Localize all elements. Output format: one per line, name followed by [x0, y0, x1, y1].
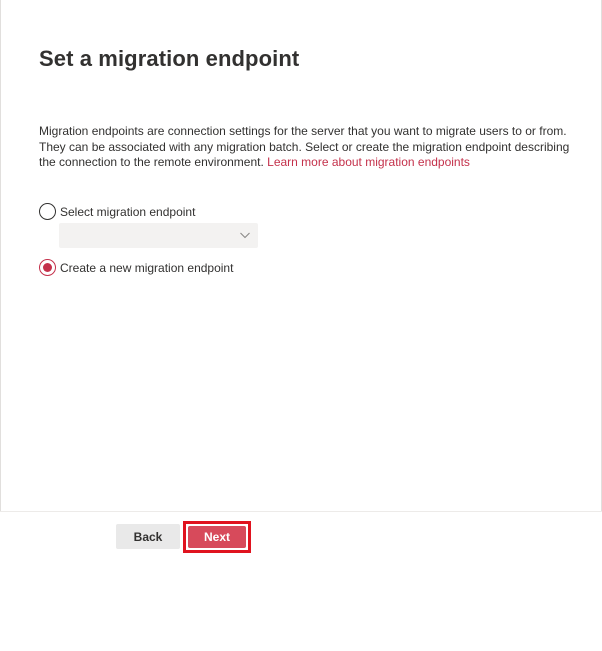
page-description: [39, 124, 587, 171]
create-endpoint-radio[interactable]: [39, 259, 56, 276]
select-endpoint-option[interactable]: [39, 203, 195, 220]
endpoint-dropdown[interactable]: [59, 223, 258, 248]
create-endpoint-label: Create a new migration endpoint: [60, 260, 234, 275]
select-endpoint-label: Select migration endpoint: [60, 204, 196, 219]
select-endpoint-radio[interactable]: [39, 203, 56, 220]
footer-divider: [0, 511, 602, 512]
create-endpoint-option[interactable]: [39, 259, 233, 276]
description-text: Migration endpoints are connection settings for the server that you want to migrate users to or from. They can be associated with any migration batch. Select or create the migration endpoint describing the connection to the remote environment.: [39, 124, 570, 169]
chevron-down-icon: [239, 229, 251, 241]
back-button[interactable]: Back: [116, 524, 180, 549]
next-button[interactable]: Next: [188, 526, 246, 548]
radio-selected-dot: [43, 263, 52, 272]
learn-more-link[interactable]: Learn more about migration endpoints: [267, 155, 470, 169]
page-title: Set a migration endpoint: [39, 46, 300, 71]
